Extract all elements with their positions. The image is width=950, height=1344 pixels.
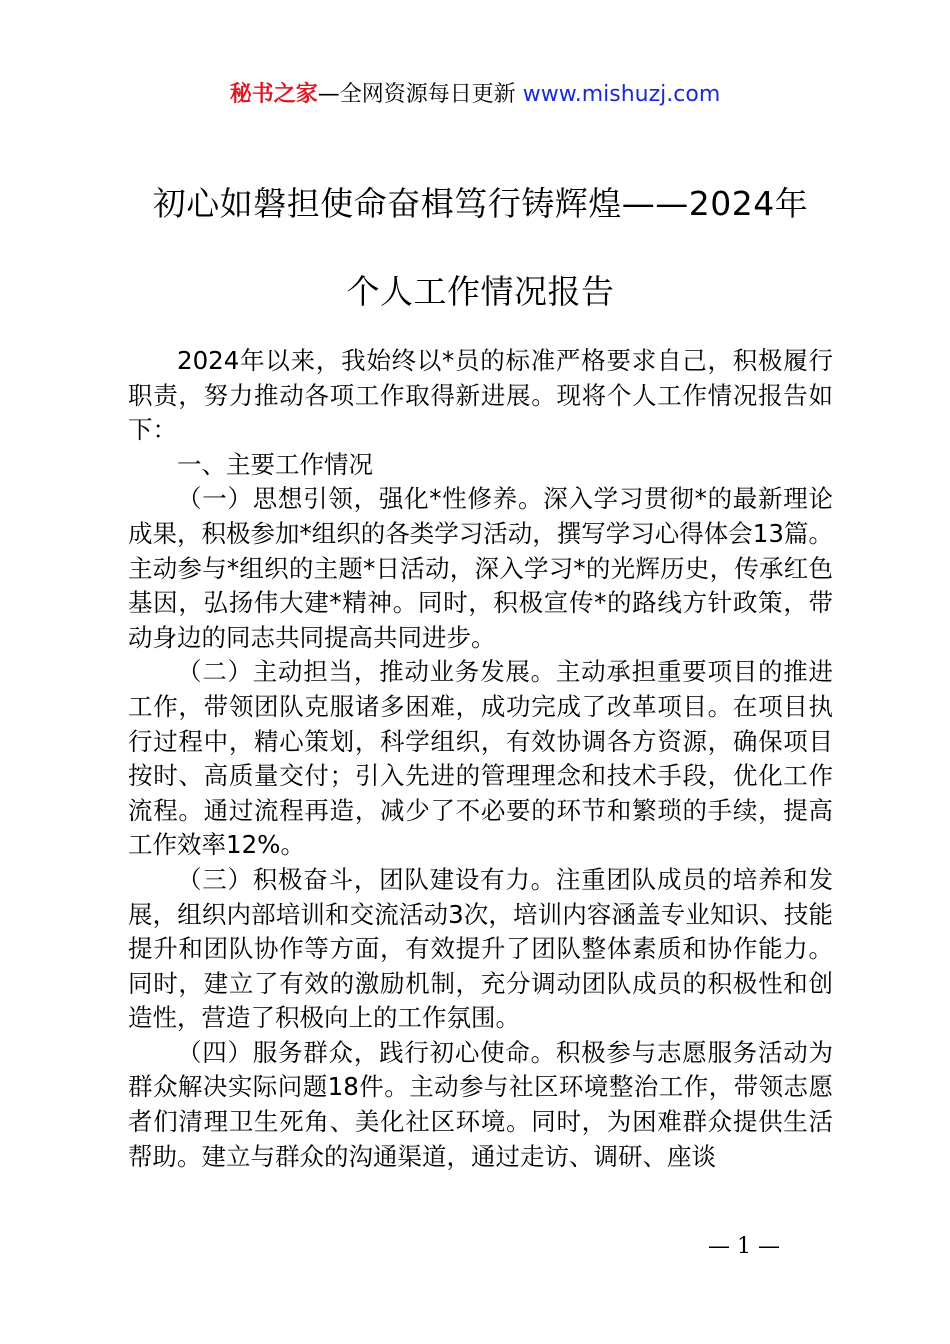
section-heading: 一、主要工作情况: [177, 449, 373, 479]
body-paragraph: （一）思想引领，强化*性修养。深入学习贯彻*的最新理论成果，积极参加*组织的各类学习活动，撰写学习心得体会13篇。主动参与*组织的主题*日活动，深入学习*的光辉历史，传承红色基因，弘扬伟大建*精神。同时，积极宣传*的路线方针政策，带动身边的同志共同提高共同进步。: [128, 484, 833, 652]
site-slogan: —全网资源每日更新: [317, 82, 516, 107]
site-brand: 秘书之家: [229, 82, 318, 107]
document-body: [128, 344, 833, 1174]
body-paragraph: （四）服务群众，践行初心使命。积极参与志愿服务活动为群众解决实际问题18件。主动参与社区环境整治工作，带领志愿者们清理卫生死角、美化社区环境。同时，为困难群众提供生活帮助。建立与群众的沟通渠道，通过走访、调研、座谈: [128, 1037, 833, 1171]
page-number: — 1 —: [708, 1234, 780, 1259]
intro-paragraph: 2024年以来，我始终以*员的标准严格要求自己，积极履行职责，努力推动各项工作取得新进展。现将个人工作情况报告如下：: [128, 346, 833, 445]
title-line-2: 个人工作情况报告: [346, 272, 615, 311]
document-title: [128, 160, 833, 336]
body-paragraph: （三）积极奋斗，团队建设有力。注重团队成员的培养和发展，组织内部培训和交流活动3次，培训内容涵盖专业知识、技能提升和团队协作等方面，有效提升了团队整体素质和协作能力。同时，建立了有效的激励机制，充分调动团队成员的积极性和创造性，营造了积极向上的工作氛围。: [128, 864, 833, 1033]
site-url-link[interactable]: www.mishuzj.com: [522, 82, 721, 107]
title-line-1: 初心如磐担使命奋楫笃行铸辉煌——2024年: [152, 184, 809, 223]
body-paragraph: （二）主动担当，推动业务发展。主动承担重要项目的推进工作，带领团队克服诸多困难，成功完成了改革项目。在项目执行过程中，精心策划，科学组织，有效协调各方资源，确保项目按时、高质量交付；引入先进的管理理念和技术手段，优化工作流程。通过流程再造，减少了不必要的环节和繁琐的手续，提高工作效率12%。: [128, 657, 833, 860]
site-header: [0, 78, 950, 112]
